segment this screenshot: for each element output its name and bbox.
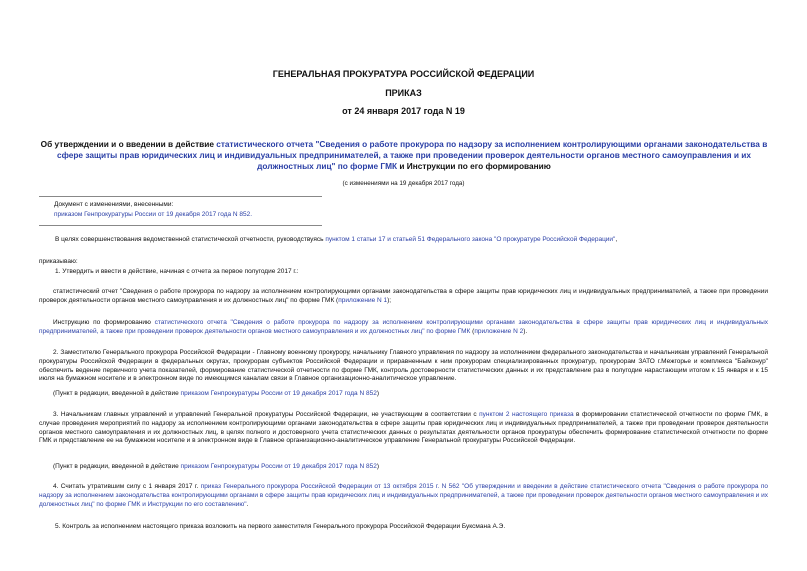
org-name: ГЕНЕРАЛЬНАЯ ПРОКУРАТУРА РОССИЙСКОЙ ФЕДЕРАЦИИ	[272, 69, 535, 79]
divider-top	[39, 196, 322, 197]
edit-ref-1	[39, 390, 768, 399]
item-4	[39, 483, 768, 509]
edit-ref-2	[39, 463, 768, 472]
appendix-2-link[interactable]: приложение N 2	[474, 327, 524, 335]
divider-bottom	[39, 225, 322, 226]
intro-paragraph	[55, 236, 784, 245]
edit-ref-link[interactable]: приказом Генпрокуратуры России от 19 декабря 2017 года N 852	[180, 390, 377, 397]
instruction-link[interactable]: статистического отчета "Сведения о работе прокурора по надзору за исполнением контролирующими органами законодательства в сфере защиты прав юридических лиц и индивидуальных предпринимателей, а также при проведении проверок деятельности органов местного самоуправления и их должностных лиц" по форме ГМК	[39, 319, 769, 335]
intro-text: В целях совершенствования ведомственной статистической отчетности, руководствуясь	[55, 236, 326, 243]
item-3-text-2: в формировании статистической отчетности по форме ГМК, в случае проведения мероприятий по надзору за исполнением контролирующими органами законодательства в сфере защиты прав юридических лиц и индивидуальных предпринимателей, а также при проведении проверок деятельности органов местного самоуправления и их должностных лиц, в целях полного и достоверного учета статистических данных о результатах деятельности органов прокуратуры обеспечить формирование статистической отчетности по форме ГМК и представление ее на бумажном носителе и в электронном виде в Главное организационно-аналитическое управление Генеральной прокуратуры Российской Федерации.	[39, 411, 769, 445]
edit-ref-2-link[interactable]: приказом Генпрокуратуры России от 19 декабря 2017 года N 852	[180, 463, 377, 470]
edit-ref-tail: )	[376, 390, 379, 397]
order-word: приказываю:	[39, 258, 78, 265]
item-5: 5. Контроль за исполнением настоящего приказа возложить на первого заместителя Генерального прокурора Российской Федерации Буксмана А.Э.	[55, 523, 506, 530]
title-link[interactable]: статистического отчета "Сведения о работе прокурора по надзору за исполнением контролирующими органами законодательства в сфере защиты прав юридических лиц и индивидуальных предпринимателей, а также при проведении проверок деятельности органов местного самоуправления и их должностных лиц" по форме ГМК	[56, 139, 768, 171]
doc-date: от 24 января 2017 года N 19	[342, 106, 465, 116]
instruction-text: Инструкцию по формированию	[53, 319, 155, 326]
instruction-tail: ).	[523, 327, 528, 335]
title-text: Об утверждении и о введении в действие	[40, 139, 217, 149]
stat-report-paragraph	[39, 288, 768, 306]
doc-type: ПРИКАЗ	[385, 88, 422, 98]
document-title	[30, 139, 778, 172]
edit-ref-2-tail: )	[376, 463, 379, 470]
item-3-text: 3. Начальникам главных управлений и управлений Генеральной прокуратуры Российской Федерации, не участвующим в соответствии с	[53, 411, 480, 418]
stat-report-text: статистический отчет "Сведения о работе прокурора по надзору за исполнением контролирующими органами законодательства в сфере защиты прав юридических лиц и индивидуальных предпринимателей, а также при проведении проверок деятельности органов местного самоуправления и их должностных лиц" по форме ГМК (	[39, 288, 768, 304]
instruction-text-2: (	[470, 327, 475, 335]
item-2: 2. Заместителю Генерального прокурора Российской Федерации - Главному военному прокурору, начальнику Главного управления по надзору за исполнением федерального законодательства и начальникам управлений Генеральной прокуратуры Российской Федерации в федеральных округах, прокурорам субъектов Российской Федерации и приравненным к ним прокурорам специализированных прокуратур, прокурорам ЗАТО г.Межгорье и комплекса "Байконур" обеспечить ведение первичного учета показателей, формирование статистической отчетности по форме ГМК, контроль достоверности статистических данных и их представление раз в полугодие нарастающим итогом к 15 января и к 15 июля на бумажном носителе и в электронном виде по имеющимся каналам связи в Главное организационно-аналитическое управление.	[39, 349, 768, 383]
item-1: 1. Утвердить и ввести в действие, начиная с отчета за первое полугодие 2017 г.:	[55, 268, 299, 275]
item-3-link[interactable]: пунктом 2 настоящего приказа	[479, 411, 574, 418]
appendix-1-link[interactable]: приложение N 1	[338, 296, 388, 304]
item-3	[39, 411, 768, 446]
law-link[interactable]: пунктом 1 статьи 17 и статьей 51 Федерального закона "О прокуратуре Российской Федерации"	[325, 236, 616, 243]
intro-tail: ,	[615, 236, 618, 243]
item-4-text: 4. Считать утратившим силу с 1 января 2017 г.	[53, 483, 201, 490]
doc-changes-link[interactable]: приказом Генпрокуратуры России от 19 декабря 2017 года N 852.	[54, 211, 253, 218]
title-text-end: и Инструкции по его формированию	[397, 161, 551, 171]
item-4-tail: .	[246, 500, 249, 508]
edit-ref-2-text: (Пункт в редакции, введенной в действие	[53, 463, 181, 470]
doc-changes-label: Документ с изменениями, внесенными:	[54, 201, 174, 208]
instruction-paragraph	[39, 319, 768, 337]
stat-report-tail: );	[387, 296, 392, 304]
edit-ref-text: (Пункт в редакции, введенной в действие	[53, 390, 181, 397]
revoked-order-link[interactable]: приказ Генерального прокурора Российской Федерации от 13 октября 2015 г. N 562 "Об утверждении и введении в действие статистического отчета "Сведения о работе прокурора по надзору за исполнением законодательства контролирующими органами в сфере защиты прав юридических лиц и индивидуальных предпринимателей, а также при проведении проверок деятельности органов местного самоуправления и их должностных лиц" по форме ГМК и Инструкции по его составлению"	[39, 483, 769, 508]
edit-note: (с изменениями на 19 декабря 2017 года)	[342, 180, 465, 187]
